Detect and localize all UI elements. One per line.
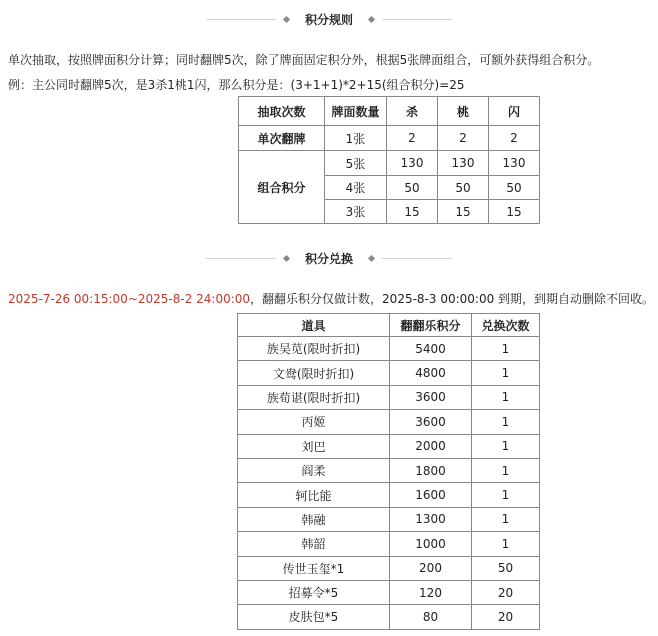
diamond-icon [368,15,375,22]
limit-cell: 1 [472,337,540,361]
points-cell: 200 [390,556,472,580]
item-name-cell: 丙姬 [238,410,390,434]
header-cell: 桃 [438,97,489,126]
limit-cell: 1 [472,434,540,458]
limit-cell: 1 [472,483,540,507]
table-cell: 4张 [325,176,387,200]
exchange-section-header [0,248,658,268]
item-name-cell: 皮肤包*5 [238,605,390,629]
points-cell: 80 [390,605,472,629]
limit-cell: 1 [472,410,540,434]
item-name-cell: 族荀谌(限时折扣) [238,385,390,409]
divider-line [206,19,276,20]
points-cell: 1300 [390,507,472,531]
points-cell: 120 [390,580,472,604]
divider-line [382,258,452,259]
limit-cell: 20 [472,605,540,629]
points-cell: 1600 [390,483,472,507]
rules-description: 单次抽取，按照牌面积分计算；同时翻牌5次，除了牌面固定积分外，根据5张牌面组合，可额外获得组合积分。 [8,53,600,67]
item-name-cell: 传世玉玺*1 [238,556,390,580]
limit-cell: 1 [472,385,540,409]
exchange-period: 2025-7-26 00:15:00~2025-8-2 24:00:00 [8,292,251,306]
table-row [238,361,540,385]
table-cell: 130 [489,151,540,176]
points-cell: 3600 [390,385,472,409]
item-name-cell: 刘巴 [238,434,390,458]
limit-cell: 1 [472,458,540,482]
limit-cell: 20 [472,580,540,604]
table-cell: 50 [489,176,540,200]
table-cell: 130 [438,151,489,176]
rules-example: 例：主公同时翻牌5次，是3杀1桃1闪，那么积分是：(3+1+1)*2+15(组合积分)=25 [8,78,465,92]
points-cell: 4800 [390,361,472,385]
table-cell: 15 [438,200,489,224]
item-name-cell: 韩韶 [238,532,390,556]
header-cell: 牌面数量 [325,97,387,126]
table-row [238,385,540,409]
table-cell: 1张 [325,126,387,151]
rules-title: 积分规则 [304,12,353,27]
header-cell: 抽取次数 [239,97,325,126]
points-cell: 1000 [390,532,472,556]
limit-cell: 1 [472,361,540,385]
table-row [238,458,540,482]
table-cell: 130 [387,151,438,176]
table-row [238,605,540,629]
header-cell: 翻翻乐积分 [390,314,472,337]
header-cell: 杀 [387,97,438,126]
table-row [238,580,540,604]
table-row [238,483,540,507]
limit-cell: 1 [472,507,540,531]
limit-cell: 1 [472,532,540,556]
diamond-icon [283,254,290,261]
header-cell: 闪 [489,97,540,126]
limit-cell: 50 [472,556,540,580]
header-cell: 道具 [238,314,390,337]
header-cell: 兑换次数 [472,314,540,337]
rules-section-header [0,9,658,29]
divider-line [382,19,452,20]
item-name-cell: 轲比能 [238,483,390,507]
item-name-cell: 招募令*5 [238,580,390,604]
table-cell: 15 [489,200,540,224]
table-row [238,337,540,361]
item-name-cell: 韩融 [238,507,390,531]
table-row [238,532,540,556]
table-cell: 2 [387,126,438,151]
table-header-row [239,97,540,126]
table-cell: 15 [387,200,438,224]
item-name-cell: 文鸯(限时折扣) [238,361,390,385]
table-cell: 2 [438,126,489,151]
table-cell: 50 [387,176,438,200]
item-name-cell: 族吴苋(限时折扣) [238,337,390,361]
item-name-cell: 阎柔 [238,458,390,482]
table-cell: 2 [489,126,540,151]
table-row [238,556,540,580]
rules-table [238,96,540,224]
table-cell: 50 [438,176,489,200]
exchange-title: 积分兑换 [304,251,353,266]
diamond-icon [283,15,290,22]
table-row [238,410,540,434]
exchange-notice [8,291,654,307]
exchange-table [237,313,540,630]
table-cell: 3张 [325,200,387,224]
points-cell: 5400 [390,337,472,361]
table-header-row [238,314,540,337]
points-cell: 1800 [390,458,472,482]
table-row [238,507,540,531]
divider-line [206,258,276,259]
table-row [238,434,540,458]
diamond-icon [368,254,375,261]
table-row [239,151,540,176]
row-label: 组合积分 [239,151,325,224]
points-cell: 2000 [390,434,472,458]
row-label: 单次翻牌 [239,126,325,151]
table-cell: 5张 [325,151,387,176]
exchange-note: ，翻翻乐积分仅做计数，2025-8-3 00:00:00 到期，到期自动删除不回收。 [250,292,655,306]
points-cell: 3600 [390,410,472,434]
table-row [239,126,540,151]
